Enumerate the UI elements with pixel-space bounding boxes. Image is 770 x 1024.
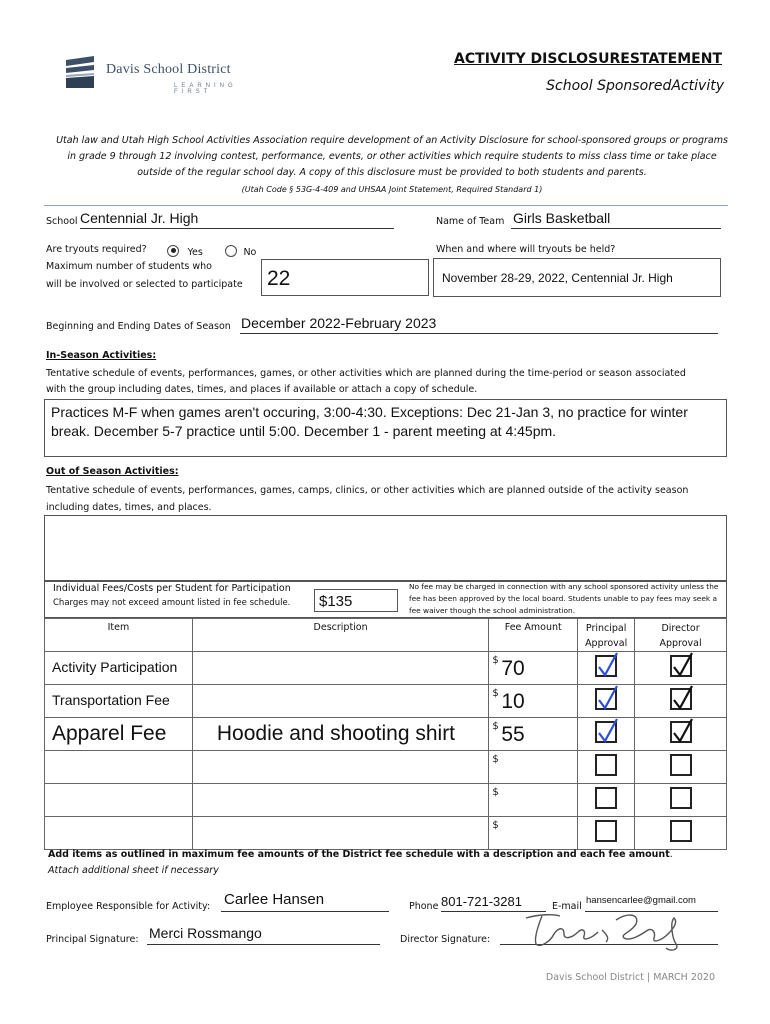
director-approval-checkbox[interactable] [670, 787, 692, 809]
tryouts-yes-option[interactable] [167, 242, 203, 260]
principal-approval-cell [578, 685, 635, 718]
fees-label-1: Individual Fees/Costs per Student for Participation [53, 583, 291, 594]
principal-approval-checkbox[interactable] [595, 820, 617, 842]
fee-row [45, 685, 727, 718]
col-description-label: Description [313, 622, 368, 633]
checkmark-icon [670, 684, 696, 714]
fee-currency-symbol: $ [492, 787, 499, 798]
page-subtitle: School SponsoredActivity [546, 78, 724, 94]
max-students-label-1: Maximum number of students who [46, 261, 212, 272]
fee-currency-symbol: $ [492, 754, 499, 765]
col-director-label-1: Director [661, 623, 700, 634]
fee-item-cell[interactable] [45, 817, 193, 850]
in-season-field[interactable] [44, 399, 727, 457]
team-field[interactable] [511, 210, 721, 229]
tryouts-where-label: When and where will tryouts be held? [436, 244, 616, 255]
max-students-field[interactable] [261, 259, 429, 296]
fee-description-cell[interactable] [192, 817, 488, 850]
principal-approval-checkbox[interactable] [595, 721, 617, 743]
fees-note [48, 849, 673, 860]
max-students-value: 22 [267, 267, 291, 290]
fee-currency-symbol: $ [492, 820, 499, 831]
fee-amount-cell[interactable] [489, 751, 578, 784]
fee-amount-cell[interactable] [489, 817, 578, 850]
logo-mark-icon [64, 52, 96, 90]
principal-approval-checkbox[interactable] [595, 688, 617, 710]
col-principal-label-1: Principal [585, 623, 627, 634]
director-approval-checkbox[interactable] [670, 754, 692, 776]
col-principal-header [578, 619, 635, 652]
director-approval-checkbox[interactable] [670, 655, 692, 677]
fee-row [45, 652, 727, 685]
col-director-label-2: Approval [659, 638, 702, 649]
fees-notice: No fee may be charged in connection with any school sponsored activity unless the fee has been approved by the local board. Students unable to pay fees may seek a fee waiver though the school administration. [409, 582, 719, 615]
tryouts-where-value: November 28-29, 2022, Centennial Jr. High [442, 271, 673, 285]
fee-description-cell[interactable] [192, 784, 488, 817]
checkmark-icon [670, 717, 696, 747]
tryouts-label: Are tryouts required? [46, 244, 147, 255]
principal-approval-cell [578, 817, 635, 850]
fee-amount-cell[interactable] [489, 685, 578, 718]
tryouts-no-label: No [243, 247, 257, 258]
checkmark-icon [595, 717, 621, 747]
col-item-header [45, 619, 193, 652]
fees-note-bold: Add items as outlined in maximum fee amounts of the District fee schedule with a description and each fee amount [48, 849, 670, 860]
page-title: ACTIVITY DISCLOSURESTATEMENT [454, 51, 722, 67]
season-dates-label: Beginning and Ending Dates of Season [46, 321, 231, 332]
season-dates-value: December 2022-February 2023 [241, 315, 437, 331]
fee-description-cell[interactable] [192, 685, 488, 718]
fees-total-field[interactable] [314, 589, 398, 612]
fee-item-value: Activity Participation [52, 659, 178, 675]
tryouts-no-option[interactable] [225, 242, 256, 260]
fee-amount-value: 10 [501, 690, 525, 713]
principal-approval-cell [578, 652, 635, 685]
director-approval-checkbox[interactable] [670, 820, 692, 842]
checkmark-icon [595, 684, 621, 714]
fee-item-cell[interactable] [45, 751, 193, 784]
fee-row [45, 817, 727, 850]
tryouts-where-field[interactable] [433, 258, 721, 297]
principal-approval-cell [578, 718, 635, 751]
col-amount-label: Fee Amount [504, 622, 562, 633]
fees-table [44, 618, 727, 850]
director-approval-cell [635, 817, 727, 850]
checkmark-icon [670, 651, 696, 681]
director-approval-cell [635, 652, 727, 685]
tryouts-yes-label: Yes [187, 247, 203, 258]
season-dates-field[interactable] [240, 314, 718, 334]
out-season-heading: Out of Season Activities: [46, 466, 179, 477]
fee-description-cell[interactable] [192, 751, 488, 784]
phone-label: Phone [409, 901, 439, 912]
principal-approval-checkbox[interactable] [595, 787, 617, 809]
logo-tagline: LEARNING FIRST [174, 83, 237, 95]
checkmark-icon [595, 651, 621, 681]
fees-note-period: . [669, 849, 673, 860]
fee-row [45, 784, 727, 817]
director-approval-cell [635, 784, 727, 817]
principal-approval-cell [578, 751, 635, 784]
col-amount-header [489, 619, 578, 652]
fee-currency-symbol: $ [492, 688, 499, 699]
district-logo [64, 50, 279, 95]
tryouts-yes-radio[interactable] [167, 245, 179, 257]
legal-citation: (Utah Code § 53G-4-409 and UHSAA Joint Statement, Required Standard 1) [241, 185, 543, 194]
email-value: hansencarlee@gmail.com [586, 895, 696, 906]
fee-currency-symbol: $ [492, 655, 499, 666]
director-approval-cell [635, 751, 727, 784]
employee-label: Employee Responsible for Activity: [46, 901, 211, 912]
principal-signature-value: Merci Rossmango [149, 925, 262, 941]
fee-rows [45, 652, 727, 850]
fee-item-cell[interactable] [45, 685, 193, 718]
fee-item-value: Apparel Fee [52, 722, 167, 745]
principal-approval-checkbox[interactable] [595, 655, 617, 677]
school-label: School [46, 216, 78, 227]
header-divider [44, 205, 728, 206]
fee-amount-cell[interactable] [489, 784, 578, 817]
col-item-label: Item [107, 622, 130, 633]
col-director-header [635, 619, 727, 652]
employee-value: Carlee Hansen [224, 891, 325, 908]
team-label: Name of Team [436, 216, 505, 227]
school-field[interactable] [80, 210, 394, 229]
tryouts-no-radio[interactable] [225, 245, 237, 257]
fee-currency-symbol: $ [492, 721, 499, 732]
employee-field[interactable] [221, 891, 389, 912]
fee-item-value: Transportation Fee [52, 692, 170, 708]
school-value: Centennial Jr. High [80, 210, 199, 226]
fees-note-italic: Attach additional sheet if necessary [48, 865, 219, 876]
logo-name: Davis School District [106, 62, 231, 77]
in-season-heading: In-Season Activities: [46, 350, 157, 361]
director-signature-label: Director Signature: [400, 934, 491, 945]
fee-item-cell[interactable] [45, 784, 193, 817]
fee-description-cell[interactable] [192, 718, 488, 751]
fee-description-value: Hoodie and shooting shirt [216, 722, 456, 745]
fee-amount-cell[interactable] [489, 652, 578, 685]
principal-approval-checkbox[interactable] [595, 754, 617, 776]
director-approval-cell [635, 685, 727, 718]
principal-signature-label: Principal Signature: [46, 934, 139, 945]
out-season-field[interactable] [44, 515, 727, 581]
director-approval-checkbox[interactable] [670, 721, 692, 743]
director-approval-cell [635, 718, 727, 751]
fee-item-cell[interactable] [45, 652, 193, 685]
in-season-value: Practices M-F when games aren't occuring, 3:00-4:30. Exceptions: Dec 21-Jan 3, no practice for winter break. December 5-7 practice until 5:00. December 1 - parent meeting at 4:45pm. [51, 404, 688, 439]
fee-amount-cell[interactable] [489, 718, 578, 751]
director-approval-checkbox[interactable] [670, 688, 692, 710]
out-season-description: Tentative schedule of events, performances, games, camps, clinics, or other activities which are planned outside of the activity season including dates, times, and places. [46, 485, 689, 513]
team-value: Girls Basketball [513, 210, 611, 226]
director-signature-image [520, 908, 690, 954]
col-principal-label-2: Approval [585, 638, 628, 649]
fee-row [45, 751, 727, 784]
fees-label-2: Charges may not exceed amount listed in fee schedule. [53, 598, 291, 608]
page-footer: Davis School District | MARCH 2020 [545, 972, 715, 983]
fees-total-value: $135 [319, 593, 353, 610]
principal-approval-cell [578, 784, 635, 817]
fee-amount-value: 55 [501, 723, 525, 746]
max-students-label-2: will be involved or selected to participate [46, 279, 243, 290]
principal-signature-field[interactable] [147, 925, 380, 945]
fee-item-cell[interactable] [45, 718, 193, 751]
col-description-header [192, 619, 488, 652]
fee-row [45, 718, 727, 751]
in-season-description: Tentative schedule of events, performances, games, or other activities which are planned during the time-period or season associated with the group including dates, times, and places if available or attach a copy of schedule. [46, 368, 686, 395]
fee-description-cell[interactable] [192, 652, 488, 685]
intro-text: Utah law and Utah High School Activities Association require development of an Activity Disclosure for school-sponsored groups or programs in grade 9 through 12 involving contest, performance, events, or other activities which require students to miss class time or take place outside of the regular school day. A copy of this disclosure must be provided to both students and parents. [56, 135, 728, 178]
email-label: E-mail [552, 901, 582, 912]
phone-value: 801-721-3281 [441, 894, 522, 909]
fee-amount-value: 70 [501, 657, 525, 680]
